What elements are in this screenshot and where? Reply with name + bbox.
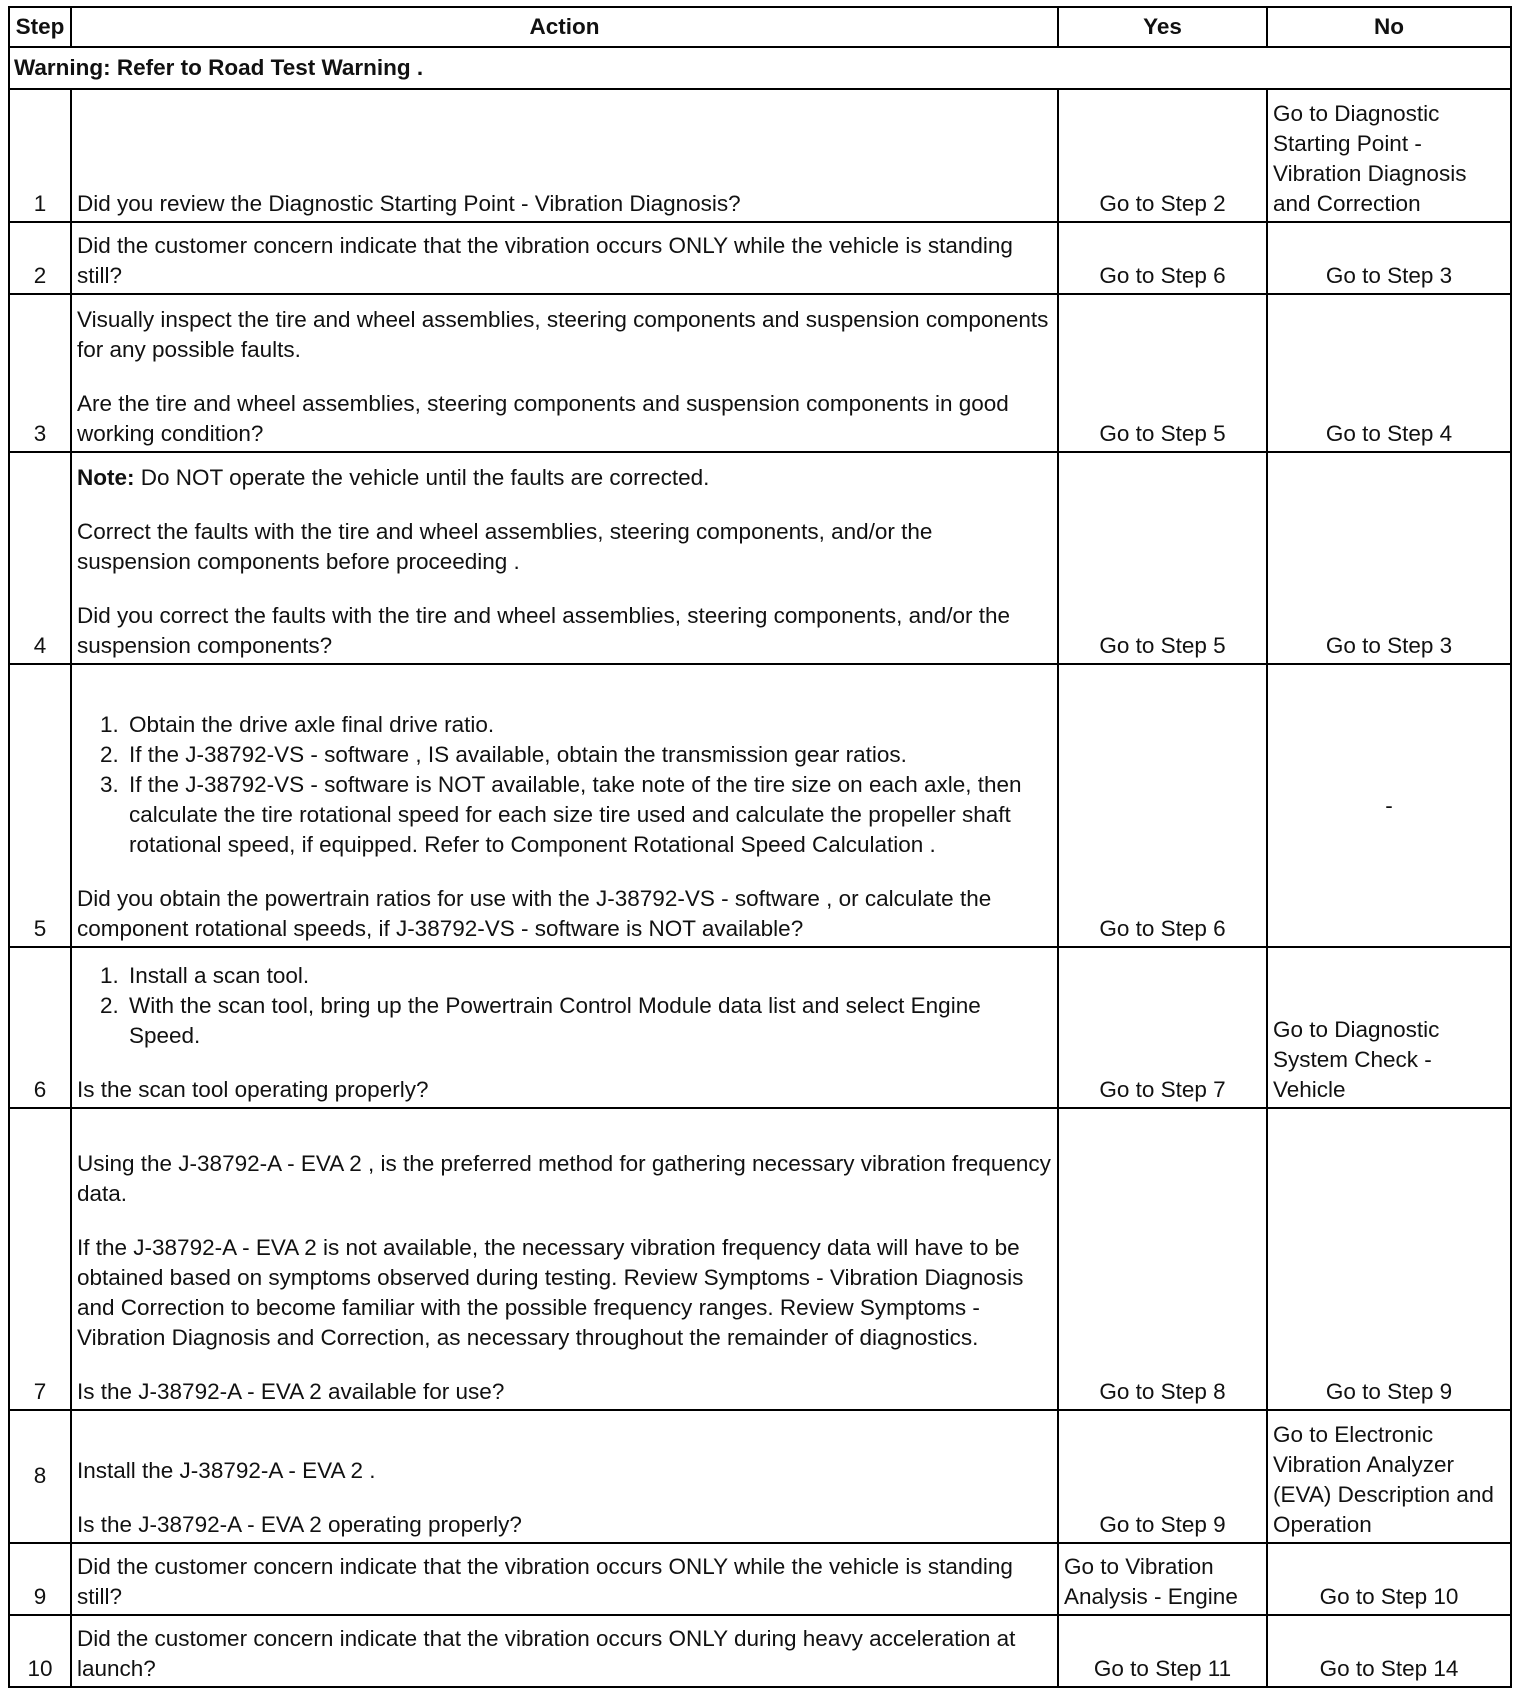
action-cell [71,1543,1058,1615]
list-item: 2. If the J-38792-VS - software , IS available, obtain the transmission gear ratios. [125,740,1052,770]
action-question: Did you correct the faults with the tire and wheel assemblies, steering components, and/or the suspension components? [77,603,1010,658]
action-text: Visually inspect the tire and wheel assemblies, steering components and suspension components for any possible faults. [77,307,1049,362]
step-number: 5 [9,664,71,947]
action-text: Did the customer concern indicate that the vibration occurs ONLY while the vehicle is standing still? [77,233,1013,288]
table-row [9,222,1511,294]
yes-cell: Go to Step 11 [1058,1615,1267,1687]
step-number: 6 [9,947,71,1108]
action-cell [71,1615,1058,1687]
warning-text: Warning: Refer to Road Test Warning . [9,47,1511,89]
action-text: Install the J-38792-A - EVA 2 . [77,1458,376,1483]
header-yes: Yes [1058,7,1267,47]
action-cell [71,452,1058,664]
list-item: 1. Install a scan tool. [125,961,1052,991]
no-cell: Go to Diagnostic Starting Point - Vibration Diagnosis and Correction [1267,89,1511,222]
step-number: 3 [9,294,71,452]
action-cell [71,222,1058,294]
table-row [9,664,1511,947]
header-action: Action [71,7,1058,47]
yes-cell: Go to Step 6 [1058,222,1267,294]
note-text [77,463,1052,493]
list-item: 2. With the scan tool, bring up the Powertrain Control Module data list and select Engine Speed. [125,991,1052,1051]
warning-row [9,47,1511,89]
list-item: 3. If the J-38792-VS - software is NOT available, take note of the tire size on each axle, then calculate the tire rotational speed for each size tire used and calculate the propeller shaft rotational speed, if equipped. Refer to Component Rotational Speed Calculation . [125,770,1052,860]
step-number: 9 [9,1543,71,1615]
yes-cell: Go to Step 6 [1058,664,1267,947]
table-row [9,947,1511,1108]
action-question: Did you obtain the powertrain ratios for use with the J-38792-VS - software , or calculate the component rotational speeds, if J-38792-VS - software is NOT available? [77,886,992,941]
action-text: Correct the faults with the tire and wheel assemblies, steering components, and/or the suspension components before proceeding . [77,519,933,574]
action-cell [71,947,1058,1108]
table-row [9,452,1511,664]
no-cell: Go to Step 3 [1267,452,1511,664]
no-cell: Go to Step 3 [1267,222,1511,294]
action-question: Is the J-38792-A - EVA 2 operating properly? [77,1512,522,1537]
action-cell [71,294,1058,452]
action-cell [71,664,1058,947]
action-question: Is the J-38792-A - EVA 2 available for use? [77,1379,505,1404]
action-cell [71,89,1058,222]
no-cell: Go to Step 14 [1267,1615,1511,1687]
procedure-list [77,961,1052,1051]
table-row [9,1410,1511,1543]
no-cell: Go to Step 9 [1267,1108,1511,1410]
procedure-list [77,710,1052,860]
action-text: Did the customer concern indicate that the vibration occurs ONLY while the vehicle is standing still? [77,1554,1013,1609]
table-row [9,1543,1511,1615]
action-question: Are the tire and wheel assemblies, steering components and suspension components in good working condition? [77,391,1009,446]
action-text: If the J-38792-A - EVA 2 is not available, the necessary vibration frequency data will have to be obtained based on symptoms observed during testing. Review Symptoms - Vibration Diagnosis and Correction to become familiar with the possible frequency ranges. Review Symptoms - Vibration Diagnosis and Correction, as necessary throughout the remainder of diagnostics. [77,1235,1024,1350]
action-cell [71,1410,1058,1543]
yes-cell: Go to Step 5 [1058,294,1267,452]
action-cell [71,1108,1058,1410]
no-cell: Go to Step 10 [1267,1543,1511,1615]
table-row [9,1615,1511,1687]
yes-cell: Go to Vibration Analysis - Engine [1058,1543,1267,1615]
action-text: Did you review the Diagnostic Starting Point - Vibration Diagnosis? [77,191,741,216]
action-question: Is the scan tool operating properly? [77,1077,429,1102]
header-step: Step [9,7,71,47]
action-text: Did the customer concern indicate that the vibration occurs ONLY during heavy acceleration at launch? [77,1626,1016,1681]
step-number: 4 [9,452,71,664]
diagnostic-table [8,6,1512,1688]
step-number: 8 [9,1410,71,1543]
yes-cell: Go to Step 2 [1058,89,1267,222]
list-item: 1. Obtain the drive axle final drive ratio. [125,710,1052,740]
header-no: No [1267,7,1511,47]
step-number: 1 [9,89,71,222]
note-label: Note: [77,465,135,490]
header-row [9,7,1511,47]
no-cell: Go to Electronic Vibration Analyzer (EVA) Description and Operation [1267,1410,1511,1543]
yes-cell: Go to Step 7 [1058,947,1267,1108]
note-body: Do NOT operate the vehicle until the faults are corrected. [134,465,710,490]
table-row [9,294,1511,452]
action-text: Using the J-38792-A - EVA 2 , is the preferred method for gathering necessary vibration frequency data. [77,1151,1051,1206]
step-number: 2 [9,222,71,294]
step-number: 10 [9,1615,71,1687]
no-cell: Go to Step 4 [1267,294,1511,452]
yes-cell: Go to Step 9 [1058,1410,1267,1543]
table-row [9,89,1511,222]
step-number: 7 [9,1108,71,1410]
no-cell: - [1267,664,1511,947]
yes-cell: Go to Step 5 [1058,452,1267,664]
yes-cell: Go to Step 8 [1058,1108,1267,1410]
table-row [9,1108,1511,1410]
no-cell: Go to Diagnostic System Check - Vehicle [1267,947,1511,1108]
